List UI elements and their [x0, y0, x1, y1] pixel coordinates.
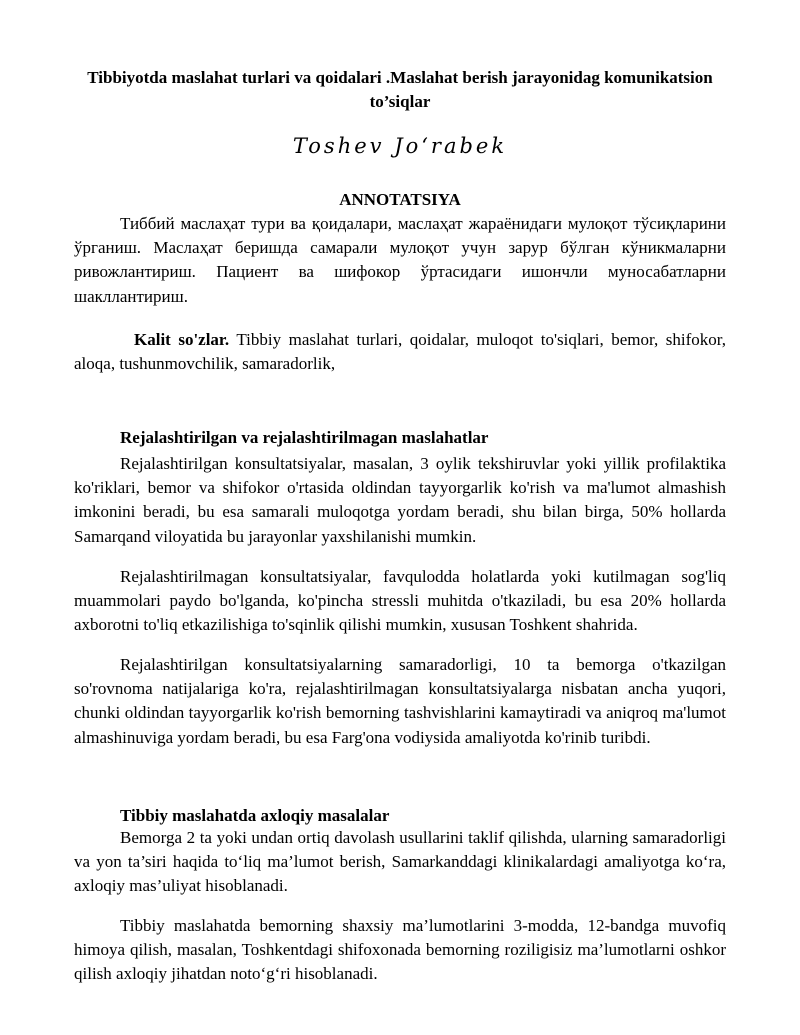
annotation-paragraph: [74, 212, 726, 309]
section2-paragraph-1: [74, 826, 726, 899]
section1-paragraph-2: [74, 565, 726, 638]
annotation-main: Тиббий маслаҳат тури ва қоидалари, маслаҳат жараёнидаги мулоқот тўсиқларини ўрганиш. Маслаҳат беришда самарали мулоқот учун зарур бўлган кўникмаларни ривожлантириш. Пациент ва шифокор ўртасидаги ишончли муносабатларни: [74, 214, 726, 282]
paragraph-text: Rejalashtirilgan konsultatsiyalarning samaradorligi, 10 ta bemorga o'tkazilgan so'rovnoma natijalariga ko'ra, rejalashtirilmagan konsultatsiyalarga nisbatan ancha yuqori, chunki oldindan tayyorgarlik ko'rish bemorning tashvishlarini kamaytiradi va aniqroq ma'lumot almashinuviga yordam beradi, bu esa Farg'ona vodiysida amaliyotda ko'rinib turibdi.: [74, 655, 726, 747]
section-heading-ethics: Tibbiy maslahatda axloqiy masalalar: [120, 806, 390, 825]
annotation-text: [74, 212, 726, 309]
document-title: Tibbiyotda maslahat turlari va qoidalari .Maslahat berish jarayonidag komunikatsion to’siqlar: [87, 68, 713, 111]
paragraph-text: Rejalashtirilmagan konsultatsiyalar, favqulodda holatlarda yoki kutilmagan sog'liq muammolari paydo bo'lganda, ko'pincha stressli muhitda o'tkaziladi, bu esa 20% hollarda axborotni to'liq etkazilishiga to'sqinlik qilishi mumkin, xususan Toshkent shahrida.: [74, 567, 726, 635]
section2-paragraph-2: [74, 914, 726, 987]
paragraph-text: Tibbiy maslahatda bemorning shaxsiy ma’lumotlarini 3-modda, 12-bandga muvofiq himoya qilish, masalan, Toshkentdagi shifoxonada bemorning roziligisiz ma’lumotlarni oshkor qilish axloqiy jihatdan noto‘g‘ri hisoblanadi.: [74, 916, 726, 984]
keywords-paragraph: [74, 328, 726, 376]
keywords-text: Tibbiy maslahat turlari, qoidalar, muloqot to'siqlari, bemor, shifokor, aloqa, tushunmovchilik, samaradorlik,: [74, 330, 726, 374]
section1-paragraph-1: [74, 452, 726, 549]
paragraph-text: Rejalashtirilgan konsultatsiyalar, masalan, 3 oylik tekshiruvlar yoki yillik profilaktika ko'riklari, bemor va shifokor o'rtasida oldindan tayyorgarlik ko'rish va ma'lumot almashish imkonini beradi, bu esa samarali muloqotga yordam beradi, shu bilan birga, 50% hollarda Samarqand viloyatida bu jarayonlar yaxshilanishi mumkin.: [74, 454, 726, 546]
annotation-end: шакллантириш.: [74, 286, 188, 306]
section-heading-consultations: Rejalashtirilgan va rejalashtirilmagan maslahatlar: [120, 428, 489, 447]
section1-paragraph-3: [74, 653, 726, 750]
author-name: Toshev Jo‘rabek: [292, 134, 508, 158]
paragraph-text: Bemorga 2 ta yoki undan ortiq davolash usullarini taklif qilishda, ularning samaradorligi va yon ta’siri haqida to‘liq ma’lumot berish, Samarkanddagi klinikalardagi amaliyotga ko‘ra, axloqiy mas’uliyat hisoblanadi.: [74, 828, 726, 896]
keywords-label: Kalit so'zlar.: [134, 330, 230, 349]
annotation-heading: ANNOTATSIYA: [339, 190, 461, 209]
